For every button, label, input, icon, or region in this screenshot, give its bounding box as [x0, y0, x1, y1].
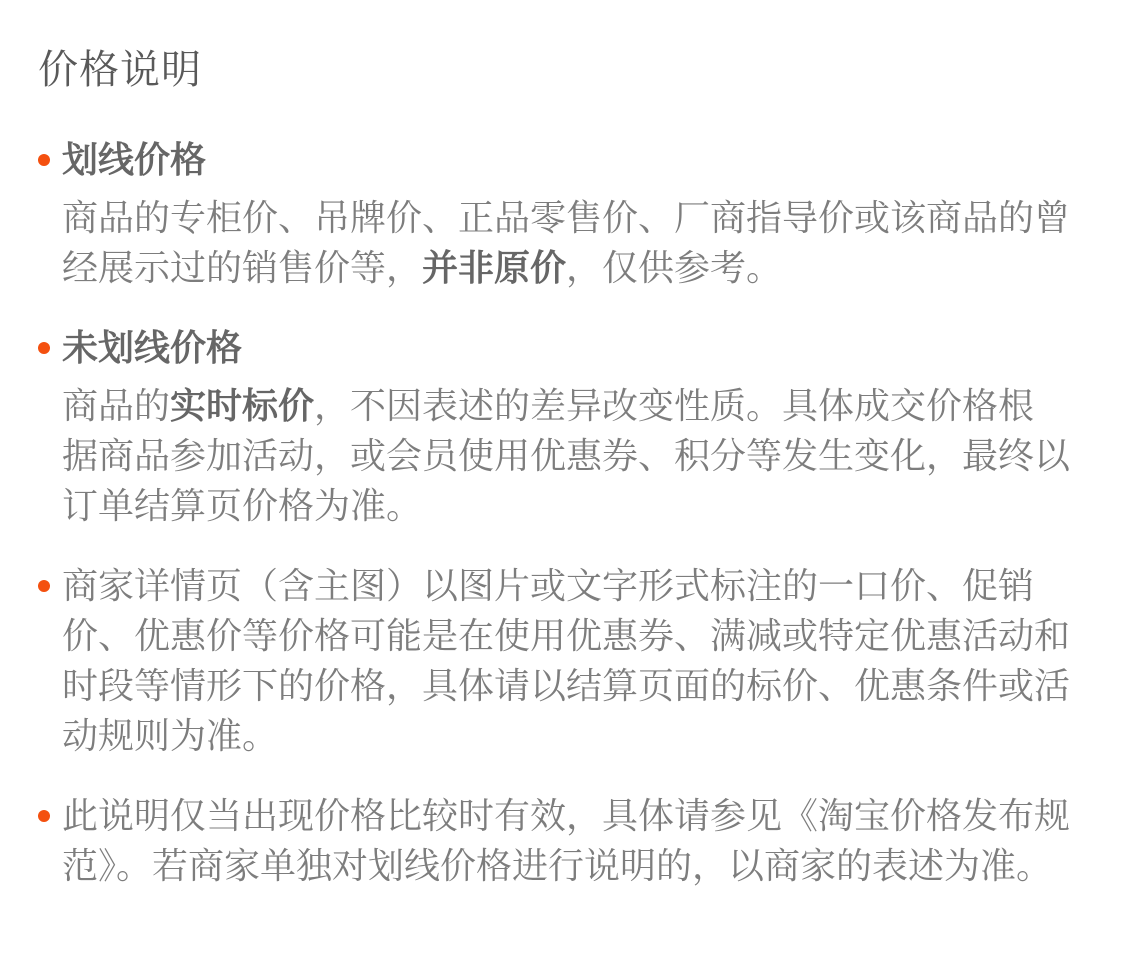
section-heading: 划线价格: [62, 139, 207, 180]
bullet-icon: [38, 810, 50, 822]
bold-text-run: 并非原价: [422, 247, 567, 288]
list-item: [38, 791, 1070, 891]
section-paragraph: [62, 791, 1070, 891]
text-run: ，仅供参考。: [566, 247, 783, 288]
bullet-icon: [38, 580, 50, 592]
section-heading: 未划线价格: [62, 327, 243, 368]
text-run: 商家详情页（含主图）以图片或文字形式标注的一口价、促销价、优惠价等价格可能是在使用优惠券、满减或特定优惠活动和时段等情形下的价格，具体请以结算页面的标价、优惠条件或活动规则为准。: [62, 565, 1071, 756]
text-run: 此说明仅当出现价格比较时有效，具体请参见《淘宝价格发布规范》。若商家单独对划线价格进行说明的，以商家的表述为准。: [62, 795, 1071, 886]
text-run: 商品的: [62, 385, 171, 426]
text-run: 商品的专柜价、吊牌价、正品零售价、厂商指导价或该商品的曾经展示过的销售价等，: [62, 197, 1071, 288]
bold-text-run: 实时标价: [170, 385, 315, 426]
note-content: [62, 323, 1070, 531]
note-content: [62, 561, 1070, 761]
section-paragraph: [62, 381, 1070, 531]
list-item: [38, 323, 1070, 531]
list-item: [38, 135, 1070, 293]
text-run: ，不因表述的差异改变性质。具体成交价格根据商品参加活动，或会员使用优惠券、积分等发生变化，最终以订单结算页价格为准。: [62, 385, 1071, 526]
note-content: [62, 791, 1070, 891]
bullet-icon: [38, 154, 50, 166]
page-title: 价格说明: [38, 48, 202, 92]
price-notes-list: [38, 135, 1070, 891]
note-content: [62, 135, 1070, 293]
section-paragraph: [62, 193, 1070, 293]
list-item: [38, 561, 1070, 761]
bullet-icon: [38, 342, 50, 354]
section-paragraph: [62, 561, 1070, 761]
